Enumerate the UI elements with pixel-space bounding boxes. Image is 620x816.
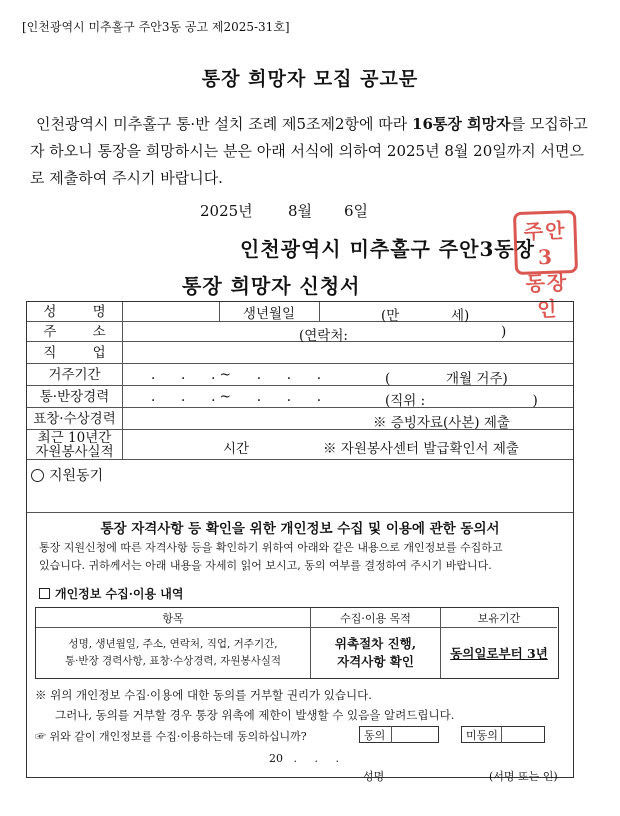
purpose-line2: 자격사항 확인	[337, 654, 414, 669]
career-label: 통·반장경력	[27, 386, 123, 407]
job-label: 직 업	[27, 342, 123, 363]
volunteer-note: ※ 자원봉사센터 발급확인서 제출	[323, 441, 519, 457]
name-row	[27, 302, 573, 322]
seal-text-1: 주안3	[523, 218, 567, 270]
cell-items	[36, 628, 310, 678]
notice-body	[30, 111, 598, 192]
residence-label: 거주기간	[27, 364, 123, 385]
volunteer-label	[27, 430, 123, 459]
contact-label: (연락처:	[299, 328, 348, 344]
header-retention: 보유기간	[440, 608, 557, 628]
address-input-cell[interactable]	[123, 322, 575, 342]
divider	[391, 726, 392, 743]
notice-body-part1: 인천광역시 미추홀구 통·반 설치 조례 제5조제2항에 따라	[36, 115, 413, 133]
volunteer-hours: 시간	[223, 441, 250, 457]
career-row	[27, 386, 573, 408]
residence-row	[27, 364, 573, 386]
job-input-cell[interactable]	[123, 342, 575, 364]
career-period: . . . ~ . . .	[151, 389, 322, 405]
awards-input-cell[interactable]	[123, 408, 575, 430]
date-year: 2025년	[200, 202, 253, 220]
header-purpose: 수집·이용 목적	[310, 608, 440, 628]
cell-purpose	[310, 628, 440, 678]
notice-date	[200, 200, 368, 221]
sign-date[interactable]: 20 . . .	[269, 752, 339, 765]
form-title: 통장 희망자 신청서	[182, 274, 361, 298]
residence-input-cell[interactable]	[123, 364, 575, 386]
consent-question: ☞ 위와 같이 개인정보를 수집·이용하는데 동의하십니까?	[35, 730, 307, 743]
issuer-name: 인천광역시 미추홀구 주안3동장	[240, 237, 536, 261]
birth-input-cell[interactable]	[319, 302, 575, 322]
name-input-cell[interactable]	[123, 302, 219, 322]
header-items: 항목	[36, 608, 310, 628]
awards-row	[27, 408, 573, 430]
motive-input-area[interactable]	[27, 462, 573, 512]
address-row	[27, 322, 573, 342]
notice-body-bold: 16통장 희망자	[412, 115, 511, 133]
residence-period: . . . ~ . . .	[151, 367, 322, 383]
consent-intro	[39, 539, 567, 575]
residence-months: ( 개월 거주)	[385, 371, 508, 387]
date-day: 6일	[344, 202, 369, 220]
consent-intro-line1: 통장 지원신청에 따른 자격사항 등을 확인하기 위하여 아래와 같은 내용으로 개인정보를 수집하고	[39, 541, 503, 554]
age-open: (만	[381, 308, 400, 324]
birth-label: 생년월일	[242, 306, 296, 322]
consent-section-title: 개인정보 수집·이용 내역	[39, 585, 183, 602]
divider	[501, 726, 502, 743]
agree-label: 동의	[364, 728, 386, 742]
notice-body-part2: 를 모집하고자 하오니 통장을 희망하시는 분은 아래 서식에 의하여 2025년 8월 20일까지 서면으로 제출하여 주시기 바랍니다.	[30, 115, 588, 187]
purpose-line1: 위촉절차 진행,	[334, 636, 417, 651]
disagree-checkbox[interactable]	[461, 726, 545, 743]
disagree-label: 미동의	[466, 728, 498, 742]
official-seal	[513, 210, 578, 322]
consent-intro-line2: 있습니다. 귀하께서는 아래 내용을 자세히 읽어 보시고, 동의 여부를 결정하여 주시기 바랍니다.	[39, 559, 492, 572]
doc-number: [인천광역시 미추홀구 주안3동 공고 제2025-31호]	[22, 20, 290, 34]
motive-label: 지원동기	[31, 465, 103, 485]
awards-note: ※ 증빙자료(사본) 제출	[373, 415, 510, 431]
contact-close: )	[501, 324, 507, 340]
job-row	[27, 342, 573, 364]
seal-text-2: 동장인	[525, 270, 569, 322]
volunteer-label-line2: 자원봉사실적	[35, 443, 114, 460]
consent-note-1: ※ 위의 개인정보 수집·이용에 대한 동의를 거부할 권리가 있습니다.	[35, 688, 372, 702]
agree-checkbox[interactable]	[359, 726, 439, 743]
items-line1: 성명, 생년월일, 주소, 연락처, 직업, 거주기간,	[68, 638, 278, 650]
checkbox-icon	[39, 588, 50, 599]
sign-name-input[interactable]	[397, 764, 485, 778]
volunteer-input-cell[interactable]	[123, 430, 575, 460]
application-form	[26, 301, 574, 783]
cell-retention: 동의일로부터 3년	[440, 628, 557, 678]
age-close: 세)	[451, 308, 470, 324]
consent-note-2: 그러나, 동의를 거부할 경우 통장 위촉에 제한이 발생할 수 있음을 알려드립니다.	[55, 708, 455, 722]
volunteer-row	[27, 430, 573, 460]
consent-table	[35, 607, 559, 679]
career-position: (직위 : )	[385, 393, 538, 409]
sign-hint: (서명 또는 인)	[489, 770, 558, 783]
name-label: 성 명	[27, 302, 123, 321]
career-input-cell[interactable]	[123, 386, 575, 408]
awards-label: 표창·수상경력	[27, 408, 123, 429]
date-month: 8월	[288, 202, 313, 220]
address-label: 주 소	[27, 322, 123, 341]
volunteer-label-line1: 최근 10년간	[37, 429, 112, 446]
items-line2: 통·반장 경력사항, 표창·수상경력, 자원봉사실적	[64, 655, 282, 667]
sign-name-label: 성명	[363, 770, 385, 783]
section-divider	[27, 512, 573, 513]
notice-title: 통장 희망자 모집 공고문	[201, 68, 419, 90]
consent-title: 통장 자격사항 등 확인을 위한 개인정보 수집 및 이용에 관한 동의서	[100, 521, 500, 537]
